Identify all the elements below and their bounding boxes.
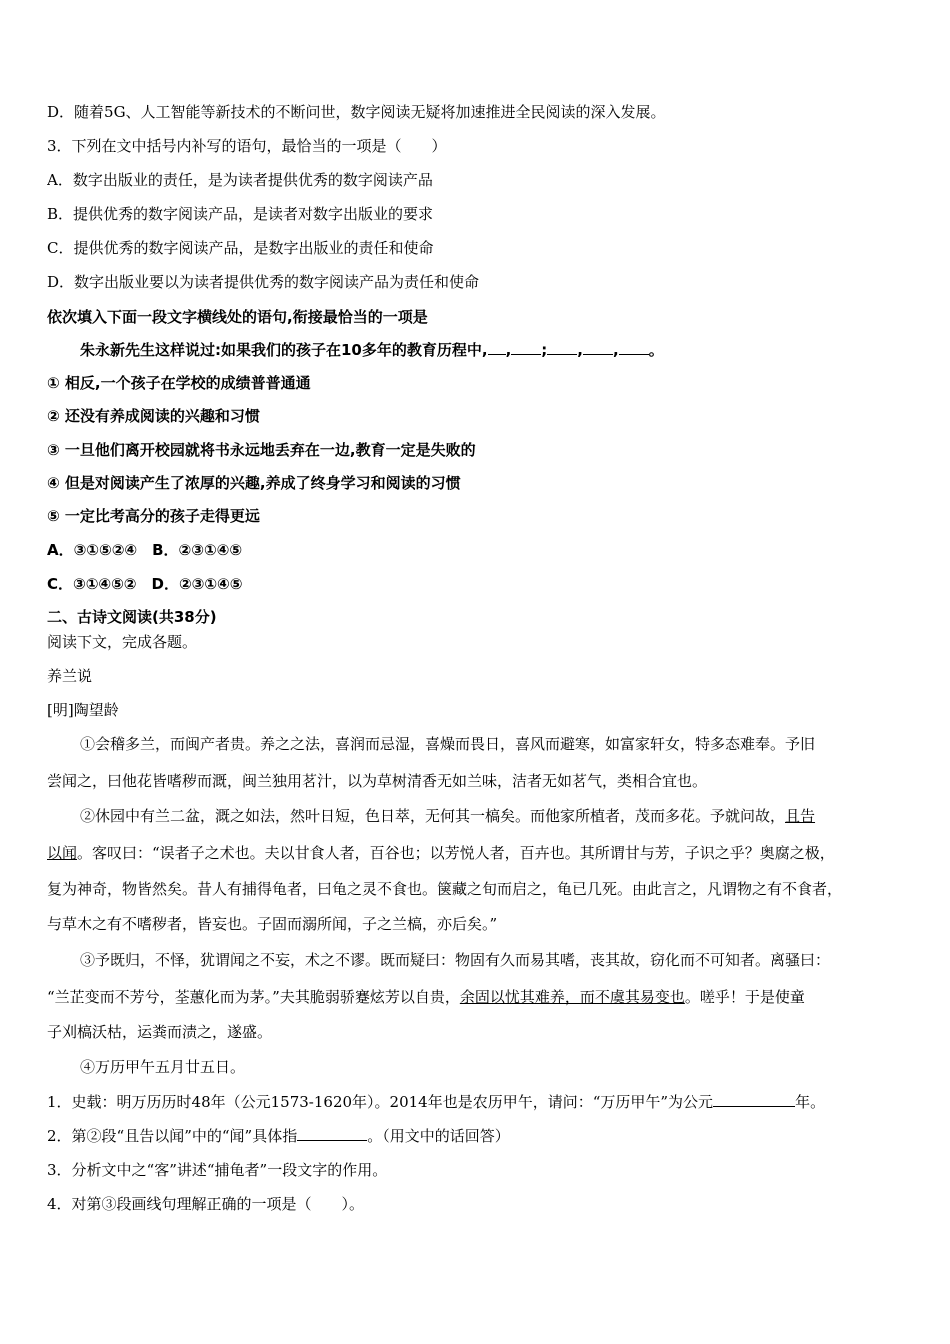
fill-question-stem: 依次填入下面一段文字横线处的语句,衔接最恰当的一项是 bbox=[47, 308, 428, 326]
paragraph-3-line-3: 子刈槁沃枯，运粪而渍之，遂盛。 bbox=[47, 1023, 273, 1041]
option-d-prev: D．随着5G、人工智能等新技术的不断问世，数字阅读无疑将加速推进全民阅读的深入发展。 bbox=[47, 103, 666, 121]
option-b: B．提供优秀的数字阅读产品，是读者对数字出版业的要求 bbox=[47, 205, 434, 223]
paragraph-4: ④万历甲午五月廿五日。 bbox=[80, 1058, 246, 1076]
paragraph-1-line-1: ①会稽多兰，而闽产者贵。养之之法，喜润而忌湿，喜燥而畏日，喜风而避寒，如富家轩女，特多态难奉。予旧 bbox=[80, 735, 816, 753]
blank-4 bbox=[583, 340, 613, 355]
question-1 bbox=[47, 1092, 910, 1112]
blank-2 bbox=[511, 340, 541, 355]
passage-title: 养兰说 bbox=[47, 667, 93, 685]
paragraph-3-line-1: ③予既归，不怿，犹谓闻之不妄，术之不谬。既而疑曰：物固有久而易其嗜，丧其故，窃化而不可知者。离骚曰： bbox=[80, 951, 831, 969]
blank-5 bbox=[619, 340, 649, 355]
options-cd: C．③①④⑤② D．②③①④⑤ bbox=[47, 575, 243, 593]
fill-quote: 朱永新先生这样说过:如果我们的孩子在10多年的教育历程中, , ; , , 。 bbox=[80, 341, 664, 359]
p3-text-b: 。嗟乎！于是使童 bbox=[684, 988, 805, 1006]
paragraph-2-line-2 bbox=[47, 843, 910, 863]
p3-text-a: “兰芷变而不芳兮，荃蕙化而为茅。”夫其脆弱骄蹇炫芳以自贵， bbox=[47, 988, 460, 1006]
sentence-5: ⑤ 一定比考高分的孩子走得更远 bbox=[47, 507, 260, 525]
section-intro: 阅读下文，完成各题。 bbox=[47, 633, 198, 651]
q1-tail: 年。 bbox=[795, 1093, 826, 1111]
q2-blank bbox=[297, 1126, 367, 1141]
paragraph-1-line-2: 尝闻之，曰他花皆嗜秽而溉，闽兰独用茗汁，以为草树清香无如兰味，洁者无如茗气，类相合宜也。 bbox=[47, 772, 708, 790]
p2-text-a: ②休园中有兰二盆，溉之如法，然叶日短，色日萃，无何其一槁矣。而他家所植者，茂而多花。予就问故， bbox=[80, 807, 786, 825]
option-a: A．数字出版业的责任，是为读者提供优秀的数字阅读产品 bbox=[47, 171, 433, 189]
sentence-3: ③ 一旦他们离开校园就将书永远地丢弃在一边,教育一定是失败的 bbox=[47, 441, 476, 459]
q2-text: 2．第②段“且告以闻”中的“闻”具体指 bbox=[47, 1127, 298, 1145]
q2-tail: 。（用文中的话回答） bbox=[367, 1127, 510, 1145]
question-3: 3．分析文中之“客”讲述“捕龟者”一段文字的作用。 bbox=[47, 1161, 388, 1179]
p2-underline-a: 且告 bbox=[785, 807, 816, 825]
p2-underline-b: 以闻 bbox=[47, 844, 78, 862]
section-heading: 二、古诗文阅读(共38分) bbox=[47, 608, 217, 626]
blank-3 bbox=[547, 340, 577, 355]
q1-blank bbox=[713, 1092, 795, 1107]
option-c: C．提供优秀的数字阅读产品，是数字出版业的责任和使命 bbox=[47, 239, 434, 257]
p2-text-b: 。客叹曰：“误者子之术也。夫以甘食人者，百谷也；以芳悦人者，百卉也。其所谓甘与芳，子识之乎？奥腐之极， bbox=[77, 844, 835, 862]
paragraph-3-line-2 bbox=[47, 987, 910, 1007]
sentence-2: ② 还没有养成阅读的兴趣和习惯 bbox=[47, 407, 260, 425]
paragraph-2-line-1 bbox=[80, 806, 910, 826]
question-2 bbox=[47, 1126, 910, 1146]
fill-quote-text: 朱永新先生这样说过:如果我们的孩子在10多年的教育历程中, bbox=[80, 341, 488, 359]
p3-underlined-sentence: 余固以忧其难养，而不虞其易变也 bbox=[459, 988, 685, 1006]
passage-author: [明]陶望龄 bbox=[47, 701, 119, 719]
question-4: 4．对第③段画线句理解正确的一项是（ ）。 bbox=[47, 1195, 365, 1213]
option-d: D．数字出版业要以为读者提供优秀的数字阅读产品为责任和使命 bbox=[47, 273, 480, 291]
question-3-stem: 3．下列在文中括号内补写的语句，最恰当的一项是（ ） bbox=[47, 137, 447, 155]
sentence-4: ④ 但是对阅读产生了浓厚的兴趣,养成了终身学习和阅读的习惯 bbox=[47, 474, 461, 492]
options-ab: A．③①⑤②④ B．②③①④⑤ bbox=[47, 541, 243, 559]
q1-text: 1．史载：明万历历时48年（公元1573-1620年）。2014年也是农历甲午，请问：“万历甲午”为公元 bbox=[47, 1093, 714, 1111]
sentence-1: ① 相反,一个孩子在学校的成绩普普通通 bbox=[47, 374, 311, 392]
blank-1 bbox=[488, 340, 506, 355]
paragraph-2-line-4: 与草木之有不嗜秽者，皆妄也。子固而溺所闻，子之兰槁，亦后矣。” bbox=[47, 915, 498, 933]
paragraph-2-line-3: 复为神奇，物皆然矣。昔人有捕得龟者，曰龟之灵不食也。箧藏之旬而启之，龟已几死。由此言之，凡谓物之有不食者， bbox=[47, 880, 843, 898]
